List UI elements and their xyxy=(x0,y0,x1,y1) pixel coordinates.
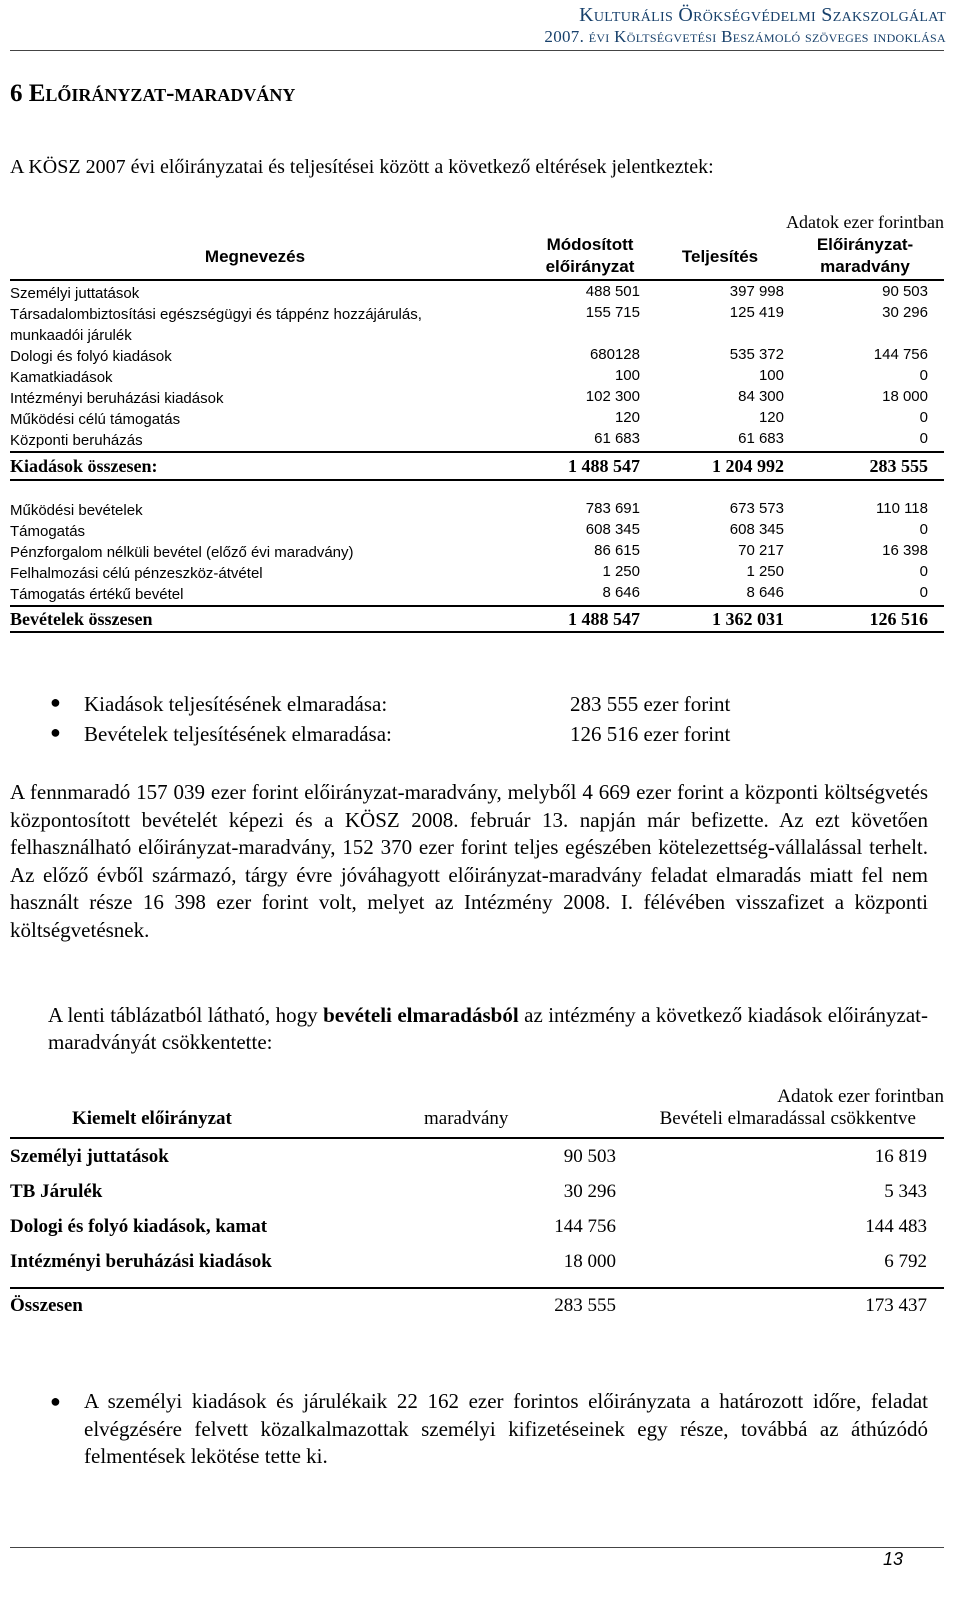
table-row xyxy=(10,583,944,604)
row-residual: 90 503 xyxy=(882,283,928,300)
table1-expenditure-total-bottom-rule xyxy=(10,479,944,481)
section-heading: 6 Előirányzat-maradvány xyxy=(10,80,296,107)
table1-col-residual xyxy=(800,234,930,278)
row-fulfilment: 84 300 xyxy=(738,388,784,405)
total-label: Bevételek összesen xyxy=(10,609,153,629)
row-label: Pénzforgalom nélküli bevétel (előző évi maradvány) xyxy=(10,544,354,561)
row-fulfilment: 535 372 xyxy=(729,346,784,363)
row-residual: 110 118 xyxy=(876,500,928,517)
total-reduced: 173 437 xyxy=(865,1295,927,1316)
row-modified: 488 501 xyxy=(585,283,640,300)
bullet-text: Bevételek teljesítésének elmaradása: xyxy=(84,722,392,746)
table2-header-rule xyxy=(10,1137,944,1139)
table1-col-name: Megnevezés xyxy=(204,247,306,266)
bullet-icon: ● xyxy=(50,1391,61,1411)
row-fulfilment: 673 573 xyxy=(729,500,784,517)
header-institution: Kulturális Örökségvédelmi Szakszolgálat xyxy=(579,4,946,26)
row-residual: 144 756 xyxy=(873,346,928,363)
row-label: Intézményi beruházási kiadások xyxy=(10,1251,272,1272)
table1-col-residual-line1: Előirányzat- xyxy=(816,235,914,254)
row-label: Működési bevételek xyxy=(10,502,143,519)
row-residual: 0 xyxy=(919,563,928,580)
row-residual: 18 000 xyxy=(563,1251,616,1272)
table2-col-residual: maradvány xyxy=(424,1108,509,1129)
table2-col-reduced: Bevételi elmaradással csökkentve xyxy=(659,1108,916,1129)
bullet-text: Kiadások teljesítésének elmaradása: xyxy=(84,692,388,716)
row-residual: 0 xyxy=(919,430,928,447)
row-modified: 680128 xyxy=(589,346,640,363)
intro-text: A KÖSZ 2007 évi előirányzatai és teljesítései között a következő eltérések jelentkeztek: xyxy=(10,156,714,178)
row-reduced: 5 343 xyxy=(884,1181,927,1202)
row-modified: 86 615 xyxy=(594,542,640,559)
row-label: Támogatás értékű bevétel xyxy=(10,586,184,603)
table2-total-rule xyxy=(10,1287,944,1289)
paragraph-text: az intézmény a következő kiadások előirányzat-maradványát csökkentette: xyxy=(48,1003,928,1054)
table-row xyxy=(10,499,944,520)
bullet-text: A személyi kiadások és járulékaik 22 162 ezer forintos előirányzata a határozott időre, feladat elvégzésére felvett közalkalmazottak személyi kifizetéseinek egy része, továbbá az áthúzódó felmentések lekötése tette ki. xyxy=(84,1389,928,1468)
table2-col-name: Kiemelt előirányzat xyxy=(72,1108,232,1129)
header-divider xyxy=(10,50,944,51)
row-modified: 155 715 xyxy=(585,304,640,321)
row-residual: 144 756 xyxy=(554,1216,616,1237)
table-total-row xyxy=(10,1295,930,1321)
table-row xyxy=(10,366,944,387)
paragraph-residual: A fennmaradó 157 039 ezer forint előirányzat-maradvány, melyből 4 669 ezer forint a központi költségvetés központosított bevételét képezi és a KÖSZ 2008. február 13. napján már befizette. Az ezt követően felhasználható előirányzat-maradvány, 152 370 ezer forint teljes egészében kötelezettség-vállalással terhelt. Az előző évből származó, tárgy évre jóváhagyott előirányzat-maradvány feladat elmaradás miatt fel nem használt része 16 398 ezer forint volt, melyet az Intézmény 2008. I. félévében visszafizet a központi költségvetésnek. xyxy=(10,780,928,942)
table1-revenue-total-rule xyxy=(10,605,944,607)
table-row xyxy=(10,1146,930,1172)
row-label: Központi beruházás xyxy=(10,432,143,449)
row-modified: 120 xyxy=(614,409,640,426)
header-report-title: 2007. évi Költségvetési Beszámoló szöveges indoklása xyxy=(544,27,946,46)
table1-expenditure-total-rule xyxy=(10,451,944,453)
total-modified: 1 488 547 xyxy=(568,609,640,629)
row-fulfilment: 125 419 xyxy=(729,304,784,321)
table1-col-residual-line2: maradvány xyxy=(820,257,910,276)
row-fulfilment: 608 345 xyxy=(729,521,784,538)
row-modified: 8 646 xyxy=(602,584,640,601)
table1-col-modified-line1: Módosított xyxy=(546,235,634,254)
bullet-icon: ● xyxy=(50,722,61,742)
list-item xyxy=(0,722,960,750)
row-reduced: 144 483 xyxy=(865,1216,927,1237)
row-residual: 16 398 xyxy=(882,542,928,559)
table2-unit-note: Adatok ezer forintban xyxy=(777,1086,944,1107)
total-residual: 126 516 xyxy=(869,609,928,629)
row-label: Működési célú támogatás xyxy=(10,411,181,428)
list-item xyxy=(0,692,960,720)
table-row xyxy=(10,541,944,562)
row-label: Személyi juttatások xyxy=(10,285,140,302)
row-residual: 0 xyxy=(919,409,928,426)
table-row xyxy=(10,345,944,366)
row-label: Dologi és folyó kiadások xyxy=(10,348,172,365)
row-modified: 1 250 xyxy=(602,563,640,580)
total-fulfilment: 1 362 031 xyxy=(712,609,784,629)
row-residual: 0 xyxy=(919,584,928,601)
row-label: Felhalmozási célú pénzeszköz-átvétel xyxy=(10,565,263,582)
table-row xyxy=(10,282,944,303)
total-fulfilment: 1 204 992 xyxy=(712,456,784,476)
row-residual: 30 296 xyxy=(563,1181,616,1202)
table-row xyxy=(10,520,944,541)
table1-unit-note: Adatok ezer forintban xyxy=(786,212,944,232)
row-residual: 18 000 xyxy=(882,388,928,405)
row-fulfilment: 70 217 xyxy=(738,542,784,559)
row-residual: 0 xyxy=(919,367,928,384)
bullet-value: 283 555 ezer forint xyxy=(570,692,731,716)
table1-col-fulfilment: Teljesítés xyxy=(681,247,759,266)
table1-revenue-total-bottom-rule xyxy=(10,631,944,633)
row-label: Kamatkiadások xyxy=(10,369,113,386)
paragraph-text: A lenti táblázatból látható, hogy xyxy=(48,1003,324,1027)
total-label: Összesen xyxy=(10,1295,83,1316)
total-residual: 283 555 xyxy=(554,1295,616,1316)
footer-divider xyxy=(10,1547,944,1548)
table-row xyxy=(10,562,944,583)
row-fulfilment: 8 646 xyxy=(746,584,784,601)
row-residual: 30 296 xyxy=(882,304,928,321)
row-residual: 0 xyxy=(919,521,928,538)
table1-col-modified xyxy=(520,234,660,278)
list-item xyxy=(0,1388,960,1472)
bullet-icon: ● xyxy=(50,692,61,712)
row-modified: 102 300 xyxy=(585,388,640,405)
total-residual: 283 555 xyxy=(869,456,928,476)
table-row xyxy=(10,1181,930,1207)
row-fulfilment: 1 250 xyxy=(746,563,784,580)
row-label: Személyi juttatások xyxy=(10,1146,169,1167)
row-fulfilment: 397 998 xyxy=(729,283,784,300)
table-row xyxy=(10,408,944,429)
row-label: Dologi és folyó kiadások, kamat xyxy=(10,1216,268,1237)
row-fulfilment: 61 683 xyxy=(738,430,784,447)
row-fulfilment: 100 xyxy=(758,367,784,384)
paragraph-emphasis: bevételi elmaradásból xyxy=(323,1003,519,1027)
table-total-row xyxy=(10,609,944,630)
total-label: Kiadások összesen: xyxy=(10,456,158,476)
row-modified: 608 345 xyxy=(585,521,640,538)
row-modified: 100 xyxy=(614,367,640,384)
row-residual: 90 503 xyxy=(563,1146,616,1167)
row-label: TB Járulék xyxy=(10,1181,103,1202)
bullet-value: 126 516 ezer forint xyxy=(570,722,731,746)
row-label: Intézményi beruházási kiadások xyxy=(10,390,224,407)
row-modified: 61 683 xyxy=(594,430,640,447)
total-modified: 1 488 547 xyxy=(568,456,640,476)
page-number: 13 xyxy=(882,1549,903,1569)
table1-col-modified-line2: előirányzat xyxy=(545,257,635,276)
row-reduced: 6 792 xyxy=(884,1251,927,1272)
row-label: Társadalombiztosítási egészségügyi és táppénz hozzájárulás, munkaadói járulék xyxy=(10,306,422,344)
table-row xyxy=(10,387,944,408)
table1-header-rule xyxy=(10,279,944,281)
row-reduced: 16 819 xyxy=(874,1146,927,1167)
table-row xyxy=(10,1216,930,1242)
paragraph-revenue-shortfall xyxy=(48,1002,928,1056)
table-row xyxy=(10,1251,930,1277)
table-row xyxy=(10,429,944,450)
table-total-row xyxy=(10,456,944,477)
row-label: Támogatás xyxy=(10,523,86,540)
table-row xyxy=(10,303,944,345)
row-fulfilment: 120 xyxy=(758,409,784,426)
row-modified: 783 691 xyxy=(585,500,640,517)
